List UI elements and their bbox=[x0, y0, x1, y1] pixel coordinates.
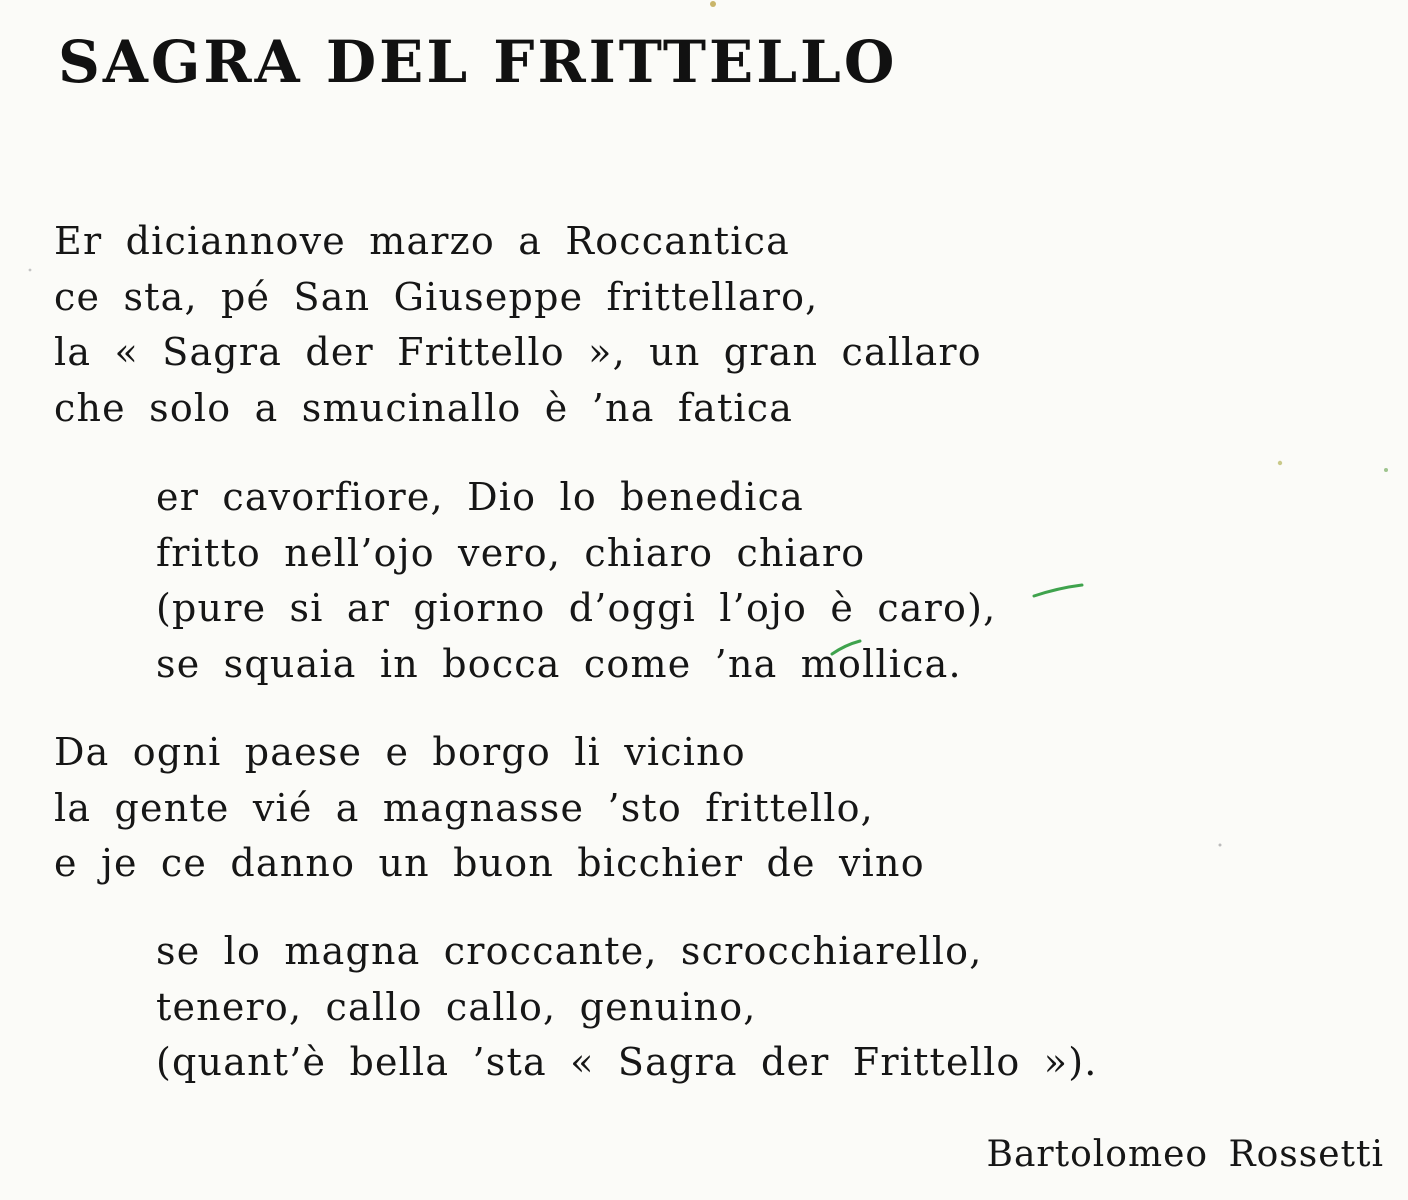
stanza-4 bbox=[156, 924, 1098, 1091]
paper-speck bbox=[710, 1, 716, 7]
poem-line: Er diciannove marzo a Roccantica bbox=[54, 219, 790, 263]
stanza-1 bbox=[54, 214, 982, 436]
poem-line: ce sta, pé San Giuseppe frittellaro, bbox=[54, 274, 819, 319]
paper-speck bbox=[1278, 461, 1282, 465]
poem-line: (pure si ar giorno d’oggi l’ojo è caro), bbox=[156, 586, 997, 630]
poem-line: tenero, callo callo, genuino, bbox=[156, 984, 757, 1029]
stanza-2 bbox=[156, 470, 996, 692]
poem-line: er cavorfiore, Dio lo benedica bbox=[156, 475, 804, 519]
green-pen-stroke bbox=[1034, 585, 1082, 596]
paper-speck bbox=[1219, 844, 1222, 847]
poem-line: la « Sagra der Frittello », un gran callaro bbox=[54, 330, 982, 374]
poem-line: se lo magna croccante, scrocchiarello, bbox=[156, 929, 983, 973]
poem-line: che solo a smucinallo è ’na fatica bbox=[54, 385, 794, 430]
poem-line: Da ogni paese e borgo li vicino bbox=[54, 730, 746, 774]
poem-line: e je ce danno un buon bicchier de vino bbox=[54, 841, 925, 885]
poem-title: SAGRA DEL FRITTELLO bbox=[58, 28, 898, 96]
poem-line: (quant’è bella ’sta « Sagra der Frittello »). bbox=[156, 1040, 1098, 1084]
poem-line: se squaia in bocca come ’na mollica. bbox=[156, 641, 962, 686]
poem-line: fritto nell’ojo vero, chiaro chiaro bbox=[156, 530, 866, 575]
paper-speck bbox=[29, 269, 32, 272]
poem-line: la gente vié a magnasse ’sto frittello, bbox=[54, 785, 874, 830]
stanza-3 bbox=[54, 725, 925, 892]
paper-speck bbox=[1384, 468, 1388, 472]
poem-author: Bartolomeo Rossetti bbox=[986, 1134, 1384, 1175]
